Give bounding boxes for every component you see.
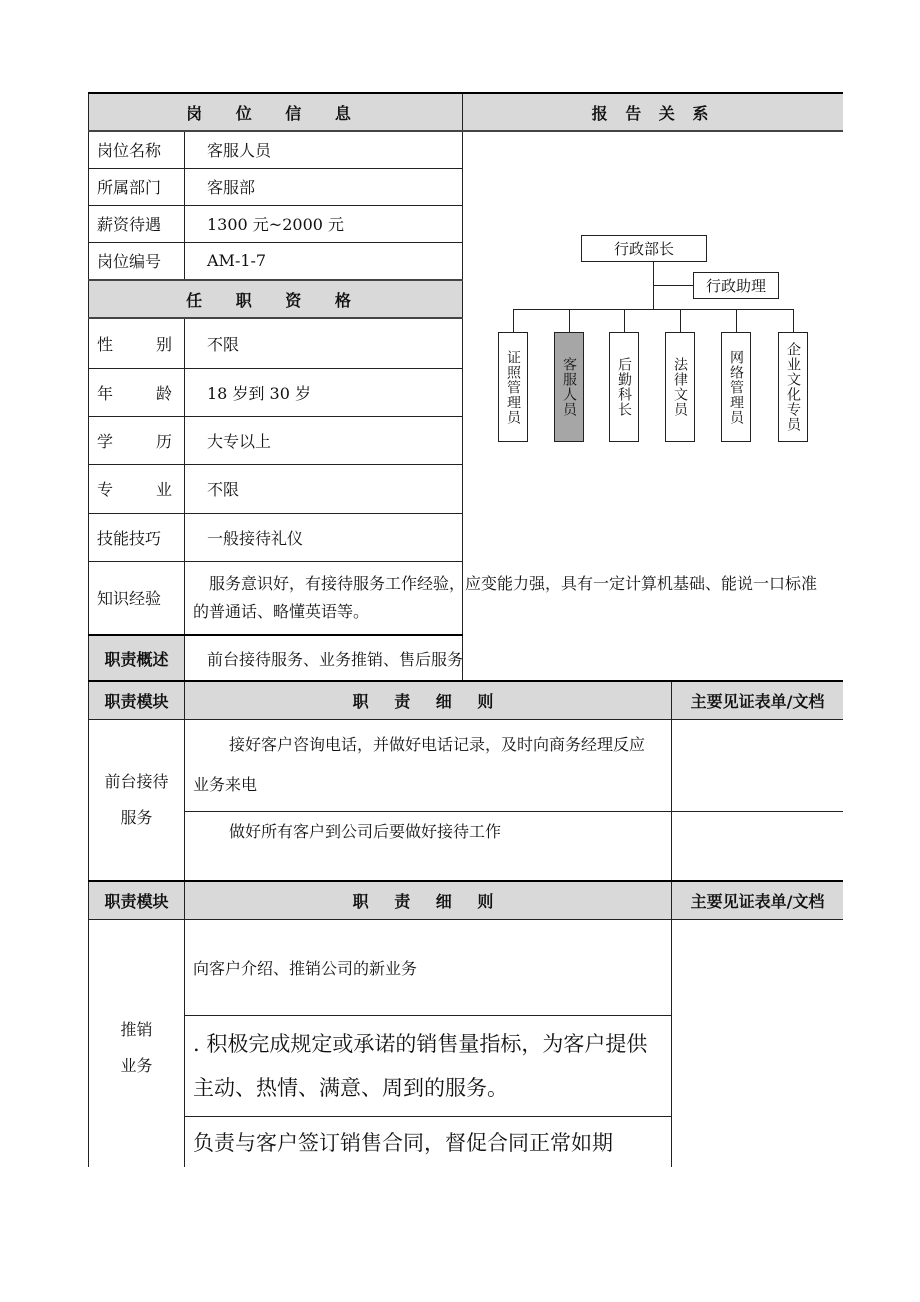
org-sub-box: 企业文化专员	[778, 332, 808, 442]
duty-row	[89, 719, 844, 811]
module-name: 推销 业务	[89, 919, 185, 1167]
summary-row	[89, 635, 844, 681]
module-name: 前台接待服务	[89, 719, 185, 881]
position-info-header: 岗 位 信 息	[89, 93, 463, 131]
report-header: 报 告 关 系	[463, 93, 844, 131]
org-line	[653, 285, 693, 286]
info-label: 所属部门	[89, 168, 185, 205]
qual-label: 年 龄	[89, 368, 185, 416]
duty-item: 做好所有客户到公司后要做好接待工作	[185, 811, 672, 881]
qual-label: 性 别	[89, 318, 185, 368]
qualification-header: 任 职 资 格	[89, 280, 463, 318]
info-label: 岗位名称	[89, 131, 185, 168]
duty-item: 接好客户咨询电话，并做好电话记录，及时向商务经理反应业务来电	[185, 719, 672, 811]
duty-item: . 积极完成规定或承诺的销售量指标，为客户提供主动、热情、满意、周到的服务。	[185, 1015, 672, 1116]
org-line	[680, 309, 681, 332]
summary-label: 职责概述	[89, 635, 185, 681]
qual-value: 不限	[185, 318, 463, 368]
duty-header-row	[89, 681, 844, 719]
job-table	[88, 92, 843, 1167]
summary-value: 前台接待服务、业务推销、售后服务	[185, 635, 844, 681]
info-label: 薪资待遇	[89, 205, 185, 242]
org-top-box: 行政部长	[581, 235, 707, 262]
duty-doc-cell	[672, 719, 844, 811]
duty-doc-cell	[672, 811, 844, 881]
org-line	[793, 309, 794, 332]
org-chart	[463, 132, 841, 560]
org-line	[513, 309, 794, 310]
duty-doc-cell	[672, 919, 844, 1167]
org-assistant-box: 行政助理	[693, 272, 779, 299]
org-line	[624, 309, 625, 332]
duty-docs-header: 主要见证表单/文档	[672, 681, 844, 719]
info-row	[89, 131, 844, 168]
knowledge-value: 服务意识好，有接待服务工作经验，应变能力强，具有一定计算机基础、能说一口标准的普通话、略懂英语等。	[185, 561, 844, 635]
duty-detail-header: 职 责 细 则	[185, 881, 672, 919]
duty-detail-header: 职 责 细 则	[185, 681, 672, 719]
duty-item: 负责与客户签订销售合同，督促合同正常如期	[185, 1116, 672, 1167]
org-line	[513, 309, 514, 332]
org-sub-box: 法律文员	[665, 332, 695, 442]
qual-value: 大专以上	[185, 416, 463, 464]
knowledge-row	[89, 561, 844, 635]
qual-label: 学 历	[89, 416, 185, 464]
duty-module-header: 职责模块	[89, 681, 185, 719]
duty-header-row	[89, 881, 844, 919]
info-value: 1300 元~2000 元	[185, 205, 463, 242]
duty-item: 向客户介绍、推销公司的新业务	[185, 919, 672, 1015]
org-sub-box: 后勤科长	[609, 332, 639, 442]
info-value: AM-1-7	[185, 242, 463, 280]
org-line	[569, 309, 570, 332]
info-value: 客服人员	[185, 131, 463, 168]
knowledge-label: 知识经验	[89, 561, 185, 635]
duty-row	[89, 919, 844, 1015]
info-value: 客服部	[185, 168, 463, 205]
org-line	[736, 309, 737, 332]
qual-value: 不限	[185, 464, 463, 513]
duty-module-header: 职责模块	[89, 881, 185, 919]
org-sub-box: 证照管理员	[498, 332, 528, 442]
section-headers	[89, 93, 844, 131]
qual-value: 18 岁到 30 岁	[185, 368, 463, 416]
skill-label: 技能技巧	[89, 513, 185, 561]
duty-row	[89, 811, 844, 881]
info-label: 岗位编号	[89, 242, 185, 280]
duty-docs-header: 主要见证表单/文档	[672, 881, 844, 919]
job-description-document	[88, 92, 843, 1167]
skill-value: 一般接待礼仪	[185, 513, 463, 561]
qual-label: 专 业	[89, 464, 185, 513]
org-sub-box-current: 客服人员	[554, 332, 584, 442]
org-sub-box: 网络管理员	[721, 332, 751, 442]
